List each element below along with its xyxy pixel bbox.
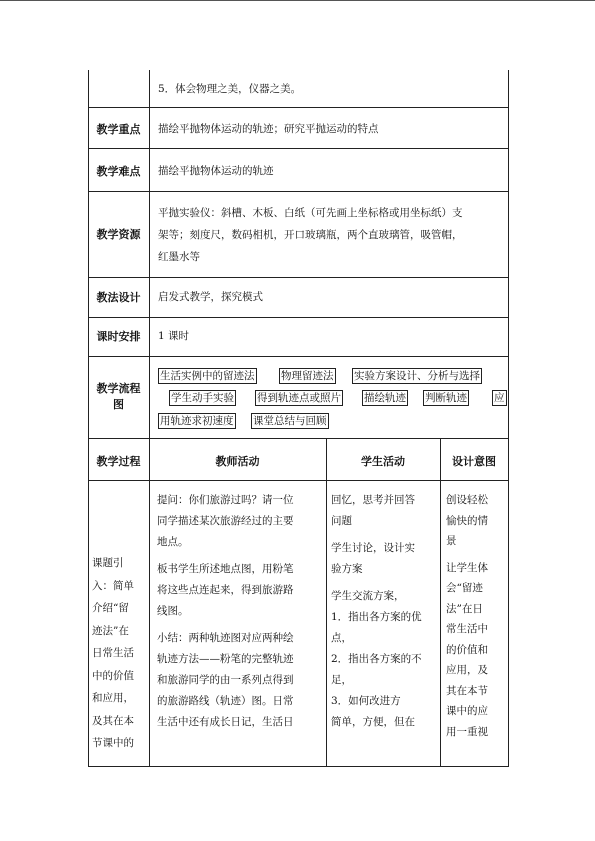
cell-text-line: 3．如何改进方 — [331, 695, 401, 707]
resources-line: 平抛实验仪：斜槽、木板、白纸（可先画上坐标格或用坐标纸）支 — [158, 207, 463, 219]
cell-text-line: 的价值和 — [446, 643, 488, 656]
difficulties-value: 描绘平抛物体运动的轨迹 — [158, 165, 274, 177]
cell-text-line: 和旅游同学的由一系列点得到 — [157, 674, 294, 686]
cell-text-line: 愉快的情 — [446, 514, 488, 527]
cell-text-line: 景 — [446, 535, 457, 547]
cell-text-line: 会“留迹 — [446, 582, 483, 594]
flow-step: 生活实例中的留迹法 — [160, 370, 255, 382]
cell-text-line: 和应用， — [92, 692, 134, 704]
cell-text-line: 迹法”在 — [92, 624, 129, 637]
cell-text-line: 介绍“留 — [92, 602, 129, 614]
row-divider — [88, 317, 509, 318]
cell-text-line: 提问：你们旅游过吗？请一位 — [157, 494, 294, 506]
cell-text-line: 法”在日 — [446, 602, 483, 615]
cell-text-line: 小结：两种轨迹图对应两种绘 — [157, 632, 294, 644]
cell-text-line: 2．指出各方案的不 — [331, 653, 422, 665]
difficulties-label: 教学难点 — [96, 165, 141, 178]
cell-text-line: 创设轻松 — [446, 494, 488, 506]
resources-label: 教学资源 — [96, 228, 141, 241]
cell-text-line: 及其在本 — [92, 714, 134, 727]
cell-text-line: 回忆，思考并回答 — [331, 494, 415, 506]
cell-text-line: 足， — [331, 674, 352, 686]
cell-text-line: 板书学生所述地点图，用粉笔 — [157, 563, 294, 575]
process-header-intent: 设计意图 — [452, 455, 496, 468]
cell-text-line: 学生交流方案， — [331, 590, 405, 602]
cell-text-line: 验方案 — [331, 563, 363, 575]
cell-text-line: 中的价值 — [92, 669, 134, 682]
label-column-divider — [149, 70, 150, 767]
cell-text-line: 日常生活 — [92, 647, 134, 659]
row-divider — [88, 148, 509, 149]
student-intent-divider — [440, 438, 441, 767]
resources-line: 架等；刻度尺，数码相机，开口玻璃瓶，两个直玻璃管，吸管帽， — [158, 229, 463, 241]
methods-value: 启发式教学，探究模式 — [158, 291, 263, 303]
flow-step: 实验方案设计、分析与选择 — [354, 370, 480, 382]
cell-text-line: 其在本节 — [446, 684, 488, 697]
process-header-stage: 教学过程 — [96, 455, 141, 468]
cell-text-line: 入：简单 — [92, 579, 134, 592]
page-top-border — [0, 0, 595, 1]
flow-step: 判断轨迹 — [425, 392, 467, 404]
cell-text-line: 将这些点连起来，得到旅游路 — [157, 584, 294, 596]
teacher-student-divider — [326, 438, 327, 767]
cell-text-line: 用一重视 — [446, 725, 488, 738]
cell-text-line: 线图。 — [157, 605, 189, 617]
flow-step: 用轨迹求初速度 — [160, 415, 234, 427]
key-points-label: 教学重点 — [96, 123, 141, 136]
cell-text-line: 节课中的 — [92, 737, 134, 749]
cell-text-line: 常生活中 — [446, 623, 488, 635]
cell-text-line: 让学生体 — [446, 561, 488, 574]
row-divider — [88, 191, 509, 192]
cell-text-line: 轨迹方法——粉笔的完整轨迹 — [157, 653, 294, 665]
cell-text-line: 课题引 — [92, 557, 124, 569]
cell-text-line: 课中的应 — [446, 705, 488, 717]
table-right-border — [508, 70, 509, 767]
objective-item-text: 5．体会物理之美，仪器之美。 — [158, 83, 302, 95]
key-points-value: 描绘平抛物体运动的轨迹；研究平抛运动的特点 — [158, 123, 379, 135]
cell-text-line: 应用，及 — [446, 664, 488, 676]
flow-step: 课堂总结与回顾 — [253, 415, 327, 427]
process-header-teacher: 教师活动 — [215, 455, 260, 468]
cell-text-line: 问题 — [331, 515, 352, 527]
flowchart-label: 教学流程 — [96, 382, 141, 395]
row-divider — [88, 107, 509, 108]
flowchart-label: 图 — [113, 398, 124, 411]
flow-step: 得到轨迹点或照片 — [257, 392, 341, 404]
cell-text-line: 点， — [331, 632, 352, 644]
flow-step: 应 — [494, 392, 505, 404]
flow-step: 物理留迹法 — [281, 370, 334, 382]
process-header-student: 学生活动 — [361, 455, 405, 468]
schedule-value: 1 课时 — [158, 330, 190, 342]
flow-step: 学生动手实验 — [171, 392, 234, 404]
cell-text-line: 学生讨论，设计实 — [331, 542, 415, 554]
cell-text-line: 1．指出各方案的优 — [331, 611, 422, 623]
methods-label: 教法设计 — [96, 291, 141, 304]
cell-text-line: 同学描述某次旅游经过的主要 — [157, 515, 294, 527]
schedule-label: 课时安排 — [96, 330, 141, 343]
row-divider — [88, 480, 509, 481]
lesson-plan-table — [88, 70, 509, 767]
flow-step: 描绘轨迹 — [364, 392, 406, 404]
row-divider — [88, 438, 509, 439]
row-divider — [88, 277, 509, 278]
cell-text-line: 简单，方便，但在 — [331, 716, 415, 728]
cell-text-line: 的旅游路线（轨迹）图。日常 — [157, 695, 294, 707]
cell-text-line: 地点。 — [157, 536, 189, 548]
table-bottom-border — [88, 766, 509, 767]
row-divider — [88, 356, 509, 357]
cell-text-line: 生活中还有成长日记，生活日 — [157, 716, 294, 728]
resources-line: 红墨水等 — [158, 251, 200, 263]
